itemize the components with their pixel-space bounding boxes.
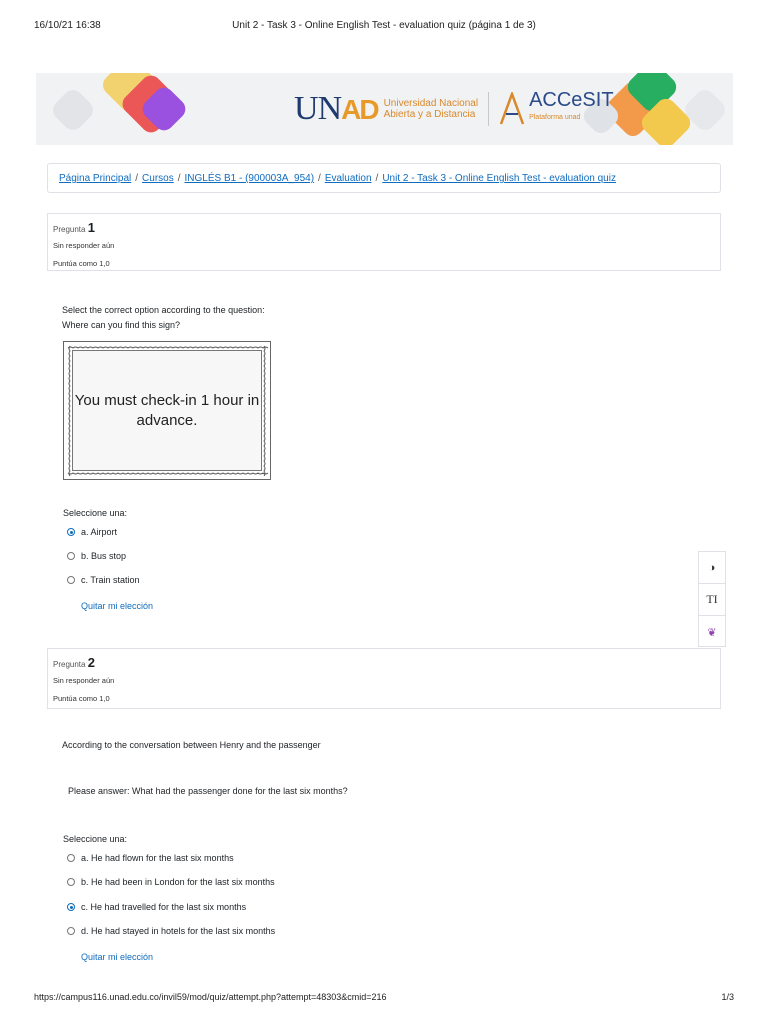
radio-unselected[interactable]	[67, 576, 75, 584]
radio-selected[interactable]	[67, 528, 75, 536]
breadcrumb-quiz[interactable]: Unit 2 - Task 3 - Online English Test - evaluation quiz	[382, 173, 616, 184]
question-number: 2	[87, 655, 95, 670]
question-1-heading	[53, 220, 720, 235]
university-line-2: Abierta y a Distancia	[383, 109, 476, 120]
question-2-context: According to the conversation between Henry and the passenger	[62, 740, 321, 750]
question-label: Pregunta	[53, 660, 86, 669]
option-label: c. Train station	[81, 575, 140, 585]
contrast-icon[interactable]: ◑	[699, 552, 725, 584]
text-size-icon[interactable]: TI	[699, 584, 725, 616]
question-1-text	[62, 303, 265, 333]
option-label: c. He had travelled for the last six months	[81, 902, 247, 912]
question-status: Sin responder aún	[53, 676, 115, 685]
question-2-option-b[interactable]	[67, 877, 275, 887]
sign-text: You must check-in 1 hour in advance.	[72, 350, 262, 471]
print-datetime: 16/10/21 16:38	[34, 20, 101, 31]
accesit-logo	[529, 91, 613, 127]
question-1-option-c[interactable]	[67, 575, 140, 585]
question-2-option-c[interactable]	[67, 902, 246, 912]
breadcrumb-separator: /	[177, 173, 181, 184]
question-1-prompt: Where can you find this sign?	[62, 320, 181, 330]
question-1-option-a[interactable]	[67, 527, 117, 537]
option-label: a. Airport	[81, 527, 118, 537]
option-label: a. He had flown for the last six months	[81, 853, 234, 863]
radio-unselected[interactable]	[67, 878, 75, 886]
site-banner	[36, 73, 733, 145]
unad-logo-u: U	[294, 90, 318, 127]
page-number: 1/3	[721, 992, 734, 1002]
question-grade: Puntúa como 1,0	[53, 694, 110, 703]
option-label: b. Bus stop	[81, 551, 127, 561]
question-1-choose-label: Seleccione una:	[63, 508, 128, 518]
accesit-subtitle: Plataforma unad	[529, 114, 581, 121]
unad-logo[interactable]	[294, 87, 614, 131]
unad-logo-ad: AD	[341, 94, 378, 125]
page-url: https://campus116.unad.edu.co/invil59/mod/quiz/attempt.php?attempt=48303&cmid=216	[34, 992, 387, 1002]
option-label: b. He had been in London for the last six months	[81, 877, 275, 887]
question-2-clear-choice-link[interactable]: Quitar mi elección	[81, 952, 154, 962]
banner-decoration	[49, 86, 97, 134]
question-1-info	[47, 213, 721, 271]
question-2-prompt: Please answer: What had the passenger done for the last six months?	[68, 786, 348, 796]
breadcrumb-separator: /	[135, 173, 139, 184]
breadcrumb-separator: /	[375, 173, 379, 184]
unad-logo-n: N	[317, 90, 342, 127]
breadcrumb-courses[interactable]: Cursos	[142, 173, 174, 184]
option-label: d. He had stayed in hotels for the last six months	[81, 926, 276, 936]
breadcrumb	[47, 163, 721, 193]
accesit-name: ACCeSIT	[529, 89, 614, 111]
breadcrumb-separator: /	[318, 173, 321, 184]
question-status: Sin responder aún	[53, 241, 115, 250]
print-title: Unit 2 - Task 3 - Online English Test - evaluation quiz (página 1 de 3)	[232, 20, 536, 31]
unad-logo-text	[294, 90, 378, 128]
radio-unselected[interactable]	[67, 854, 75, 862]
breadcrumb-evaluation[interactable]: Evaluation	[324, 173, 372, 184]
question-2-option-a[interactable]	[67, 853, 234, 863]
question-number: 1	[87, 220, 95, 235]
question-1-instruction: Select the correct option according to the question:	[62, 305, 265, 315]
university-line-1: Universidad Nacional	[383, 98, 479, 109]
radio-unselected[interactable]	[67, 927, 75, 935]
question-2-heading	[53, 655, 720, 670]
paint-icon[interactable]: ❦	[707, 626, 717, 639]
radio-unselected[interactable]	[67, 552, 75, 560]
print-header	[0, 0, 768, 40]
radio-selected[interactable]	[67, 903, 75, 911]
breadcrumb-course[interactable]: INGLÉS B1 - (900003A_954)	[184, 173, 315, 184]
question-1-option-b[interactable]	[67, 551, 126, 561]
breadcrumb-home[interactable]: Página Principal	[59, 173, 132, 184]
question-2-option-d[interactable]	[67, 926, 275, 936]
question-2-choose-label: Seleccione una:	[63, 834, 128, 844]
sign-image	[63, 341, 271, 480]
logo-divider	[488, 92, 489, 126]
question-1-clear-choice-link[interactable]: Quitar mi elección	[81, 601, 154, 611]
question-grade: Puntúa como 1,0	[53, 259, 110, 268]
accesit-logo-icon	[499, 92, 525, 126]
question-2-info	[47, 648, 721, 709]
university-name	[384, 98, 479, 120]
question-label: Pregunta	[53, 225, 86, 234]
accessibility-toolbar	[698, 551, 726, 647]
